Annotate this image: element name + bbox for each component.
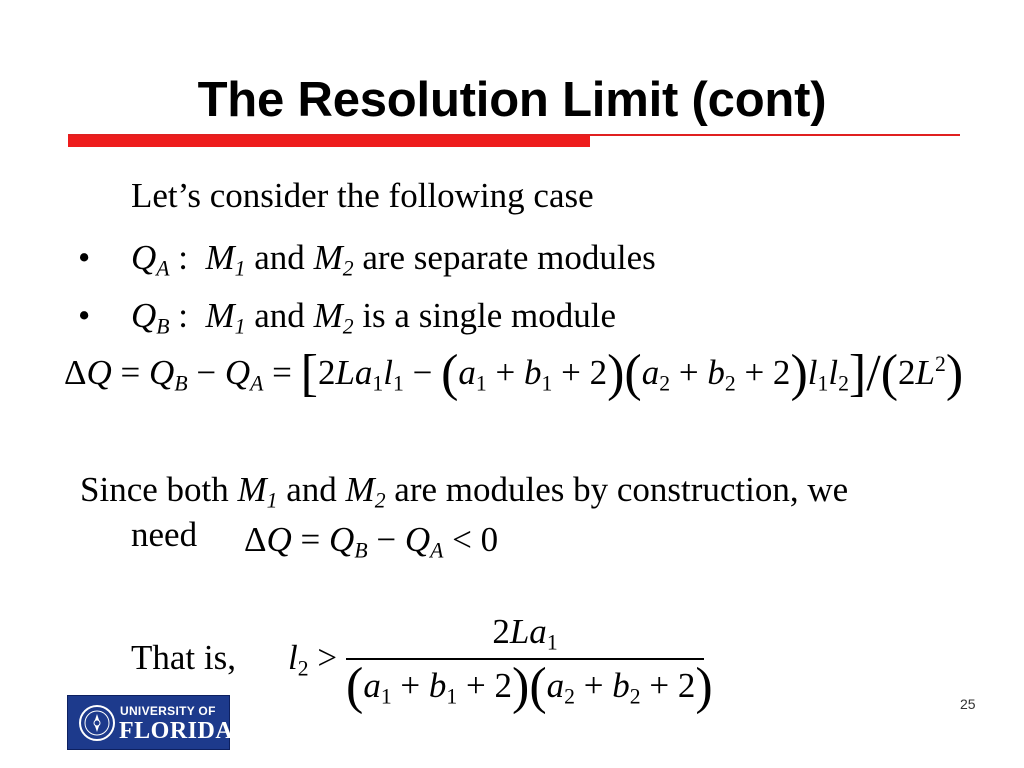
bullet-qb: • $Q_B$ : $M_1$ and $M_2$ is a single module <box>78 296 617 339</box>
bullet-qa: • $Q_A$ : $M_1$ and $M_2$ are separate modules <box>78 238 656 281</box>
fraction-numerator: $2La_1$ <box>492 612 558 655</box>
paragraph-line1: Since both $M_1$ and $M_2$ are modules by construction, we <box>80 470 849 513</box>
logo-text-university-of: UNIVERSITY OF <box>120 704 216 718</box>
q-symbol: Q <box>131 296 157 335</box>
university-logo <box>67 695 234 750</box>
bullet-dot: • <box>78 296 91 335</box>
logo-text-florida: FLORIDA <box>119 718 234 744</box>
l2-fraction <box>346 612 713 715</box>
delta-q-inequality: $\Delta Q = Q_B - Q_A < 0$ <box>244 520 499 563</box>
fraction-denominator: $(a_1 + b_1 + 2)(a_2 + b_2 + 2)$ <box>346 658 713 715</box>
seal-icon <box>78 704 116 742</box>
that-is-label: That is, <box>131 638 236 677</box>
slide-title: The Resolution Limit (cont) <box>197 73 827 127</box>
page-number: 25 <box>960 696 976 712</box>
title-underline-thick <box>68 136 590 147</box>
q-symbol: Q <box>131 238 157 277</box>
delta-q-equation: $\Delta Q = Q_B - Q_A = [2La_1l_1 - (a_1 + b_1 + 2)(a_2 + b_2 + 2)l_1l_2]/(2L^2)$ <box>64 345 964 402</box>
bullet-dot: • <box>78 238 91 277</box>
paragraph-line2: need <box>131 515 198 554</box>
intro-text: Let’s consider the following case <box>131 176 594 215</box>
l2-inequality-lhs: $l_2$ > <box>288 638 338 681</box>
